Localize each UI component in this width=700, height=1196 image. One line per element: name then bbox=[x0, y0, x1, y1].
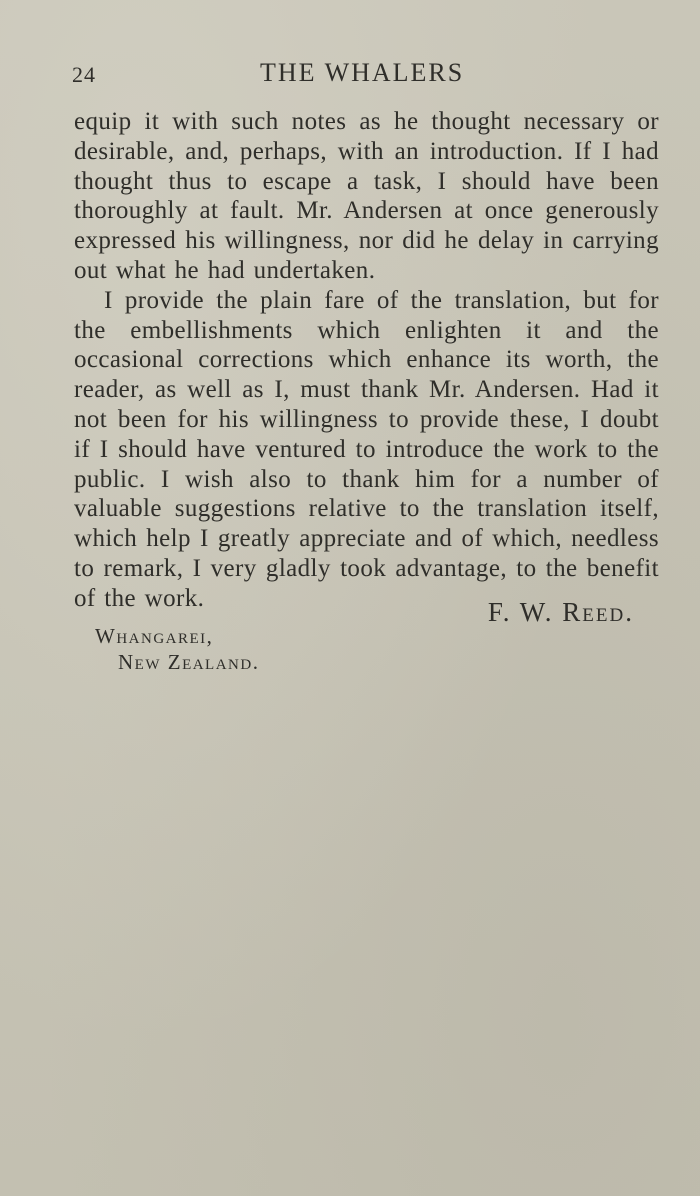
body-text bbox=[74, 107, 659, 614]
running-head: THE WHALERS bbox=[260, 58, 465, 87]
signature-place-line-1: Whangarei, bbox=[95, 624, 214, 648]
signature-name: F. W. Reed. bbox=[487, 597, 634, 627]
paragraph: I provide the plain fare of the translation, but for the embellishments which enlighten it and the occasional corrections which enhance its worth, the reader, as well as I, must thank Mr. Andersen. Had it not been for his willingness to provide these, I doubt if I should have ventured to introduce the work to the public. I wish also to thank him for a number of valuable suggestions relative to the translation itself, which help I greatly appreciate and of which, needless to remark, I very gladly took advantage, to the benefit of the work. bbox=[74, 286, 659, 612]
signature-place-line-2: New Zealand. bbox=[118, 650, 260, 674]
page-number: 24 bbox=[72, 62, 96, 87]
page-header bbox=[72, 58, 662, 92]
paragraph: equip it with such notes as he thought necessary or desirable, and, perhaps, with an introduction. If I had thought thus to escape a task, I should have been thoroughly at fault. Mr. Andersen at once generously expressed his willingness, nor did he delay in carrying out what he had undertaken. bbox=[74, 108, 659, 284]
